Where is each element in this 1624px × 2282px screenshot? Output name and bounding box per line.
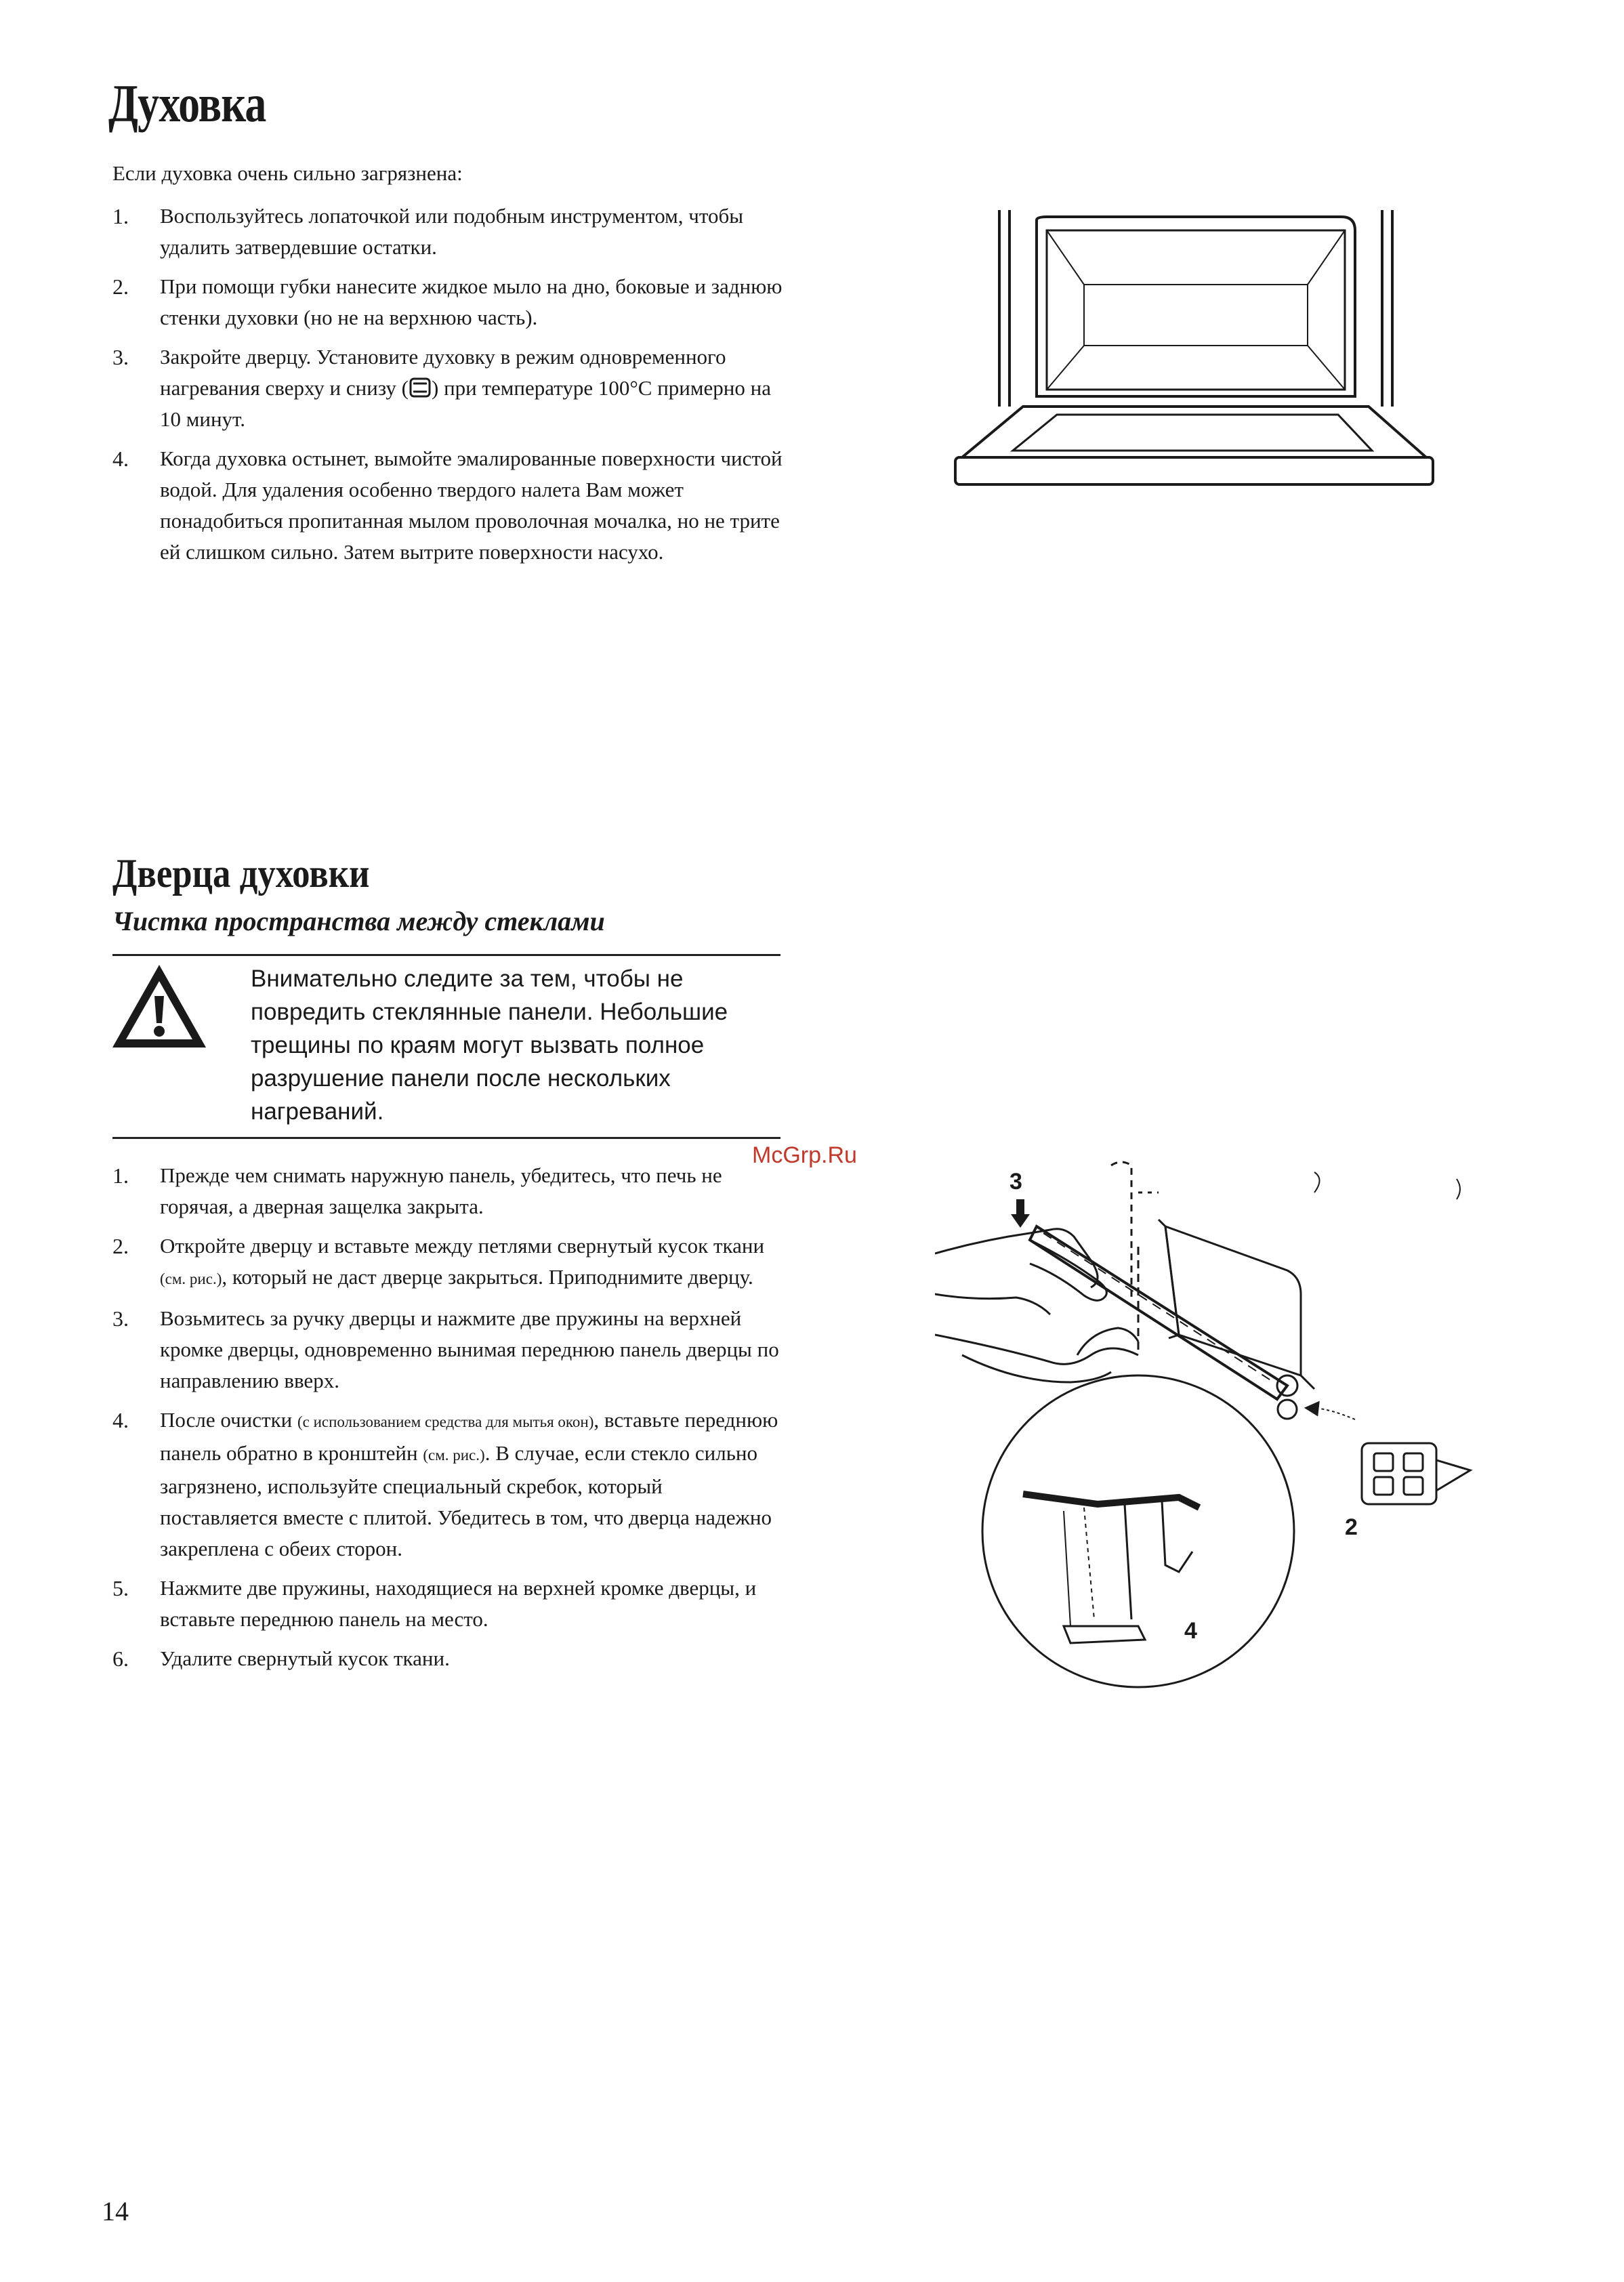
oven-intro: Если духовка очень сильно загрязнена: xyxy=(112,161,463,185)
door-subtitle: Чистка пространства между стеклами xyxy=(112,906,605,936)
warning-icon xyxy=(108,961,210,1052)
door-step-3: 3. Возьмитесь за ручку дверцы и нажмите две пружины на верхней кромке дверцы, одновременно вынимая переднюю панель дверцы по направлению вверх. xyxy=(112,1306,779,1392)
door-illustration xyxy=(935,1152,1491,1694)
oven-step-1: 1. Воспользуйтесь лопаточкой или подобным инструментом, чтобы удалить затвердевшие остатки. xyxy=(112,204,744,259)
door-steps xyxy=(112,1160,783,1674)
door-step-4: 4. После очистки (с использованием средства для мытья окон), вставьте переднюю панель обратно в кронштейн (см. рис.). В случае, если стекло сильно загрязнено, используйте специальный скребок, который поставляется вместе с плитой. Убедитесь в том, что дверца надежно закреплена с обеих сторон. xyxy=(112,1408,778,1560)
warning-top-rule xyxy=(112,954,780,956)
top-bottom-heat-icon xyxy=(409,377,432,398)
door-step-5: 5. Нажмите две пружины, находящиеся на верхней кромке дверцы, и вставьте переднюю панель на место. xyxy=(112,1576,757,1631)
oven-step-4: 4. Когда духовка остынет, вымойте эмалированные поверхности чистой водой. Для удаления особенно твердого налета Вам может понадобиться пропитанная мылом проволочная мочалка, но не трите ей слишком сильно. Затем вытрите поверхности насухо. xyxy=(112,447,783,564)
page-number: 14 xyxy=(102,2196,129,2226)
warning-bottom-rule xyxy=(112,1137,780,1139)
oven-step-3: 3. Закройте дверцу. Установите духовку в режим одновременного нагревания сверху и снизу ( ) при температуре 100°C примерно на 10 минут. xyxy=(112,345,771,431)
figure-label-4: 4 xyxy=(1184,1618,1197,1644)
oven-step-2: 2. При помощи губки нанесите жидкое мыло на дно, боковые и заднюю стенки духовки (но не на верхнюю часть). xyxy=(112,274,783,329)
oven-steps xyxy=(112,201,783,568)
warning-text: Внимательно следите за тем, чтобы не повредить стеклянные панели. Небольшие трещины по краям могут вызвать полное разрушение панели после нескольких нагреваний. xyxy=(251,966,728,1125)
watermark: McGrp.Ru xyxy=(752,1142,857,1168)
oven-title: Духовка xyxy=(108,74,266,133)
door-step-1: 1. Прежде чем снимать наружную панель, убедитесь, что печь не горячая, а дверная защелка закрыта. xyxy=(112,1163,722,1218)
figure-label-3: 3 xyxy=(1009,1169,1022,1195)
door-step-2: 2. Откройте дверцу и вставьте между петлями свернутый кусок ткани (см. рис.), который не даст дверце закрыться. Приподнимите дверцу. xyxy=(112,1234,765,1289)
door-title: Дверца духовки xyxy=(112,851,370,896)
figure-label-2: 2 xyxy=(1345,1514,1358,1540)
oven-illustration xyxy=(949,203,1463,508)
door-step-6: 6. Удалите свернутый кусок ткани. xyxy=(112,1646,450,1671)
